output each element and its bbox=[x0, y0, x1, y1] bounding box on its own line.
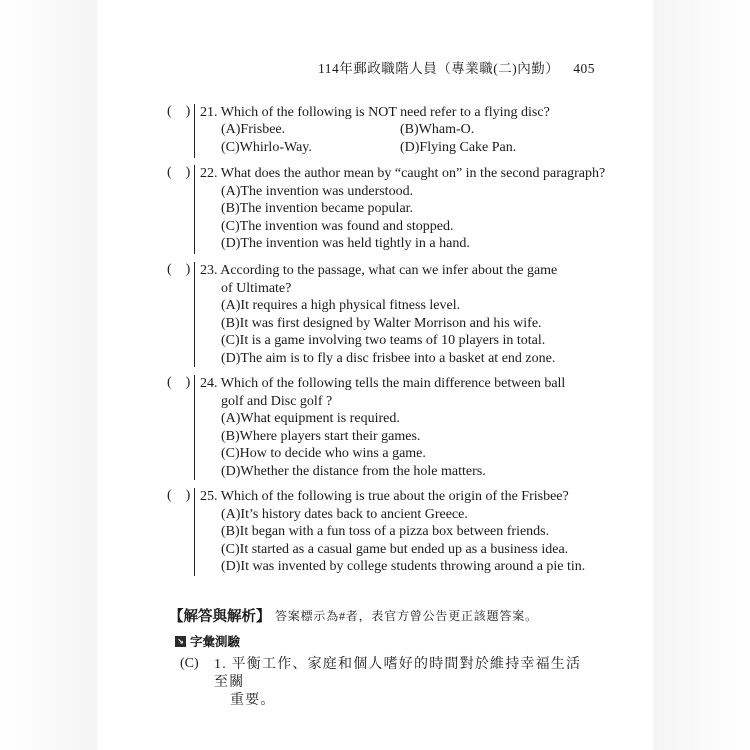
page-shadow-right bbox=[653, 0, 750, 750]
option-a: (A)It requires a high physical fitness level. bbox=[221, 298, 461, 313]
option-a: (A)What equipment is required. bbox=[221, 411, 400, 426]
question-stem bbox=[200, 375, 590, 410]
question-text-continued: golf and Disc golf ? bbox=[221, 393, 333, 409]
option-c: (C)How to decide who wins a game. bbox=[221, 446, 426, 461]
option-d: (D)The invention was held tightly in a hand. bbox=[221, 236, 470, 251]
option-c: (C)It started as a casual game but ended up as a business idea. bbox=[221, 541, 569, 557]
option-a: (A)It’s history dates back to ancient Greece. bbox=[221, 506, 468, 522]
question-stem bbox=[200, 488, 590, 506]
question-divider bbox=[194, 488, 195, 576]
option-d: (D)Whether the distance from the hole matters. bbox=[221, 463, 486, 479]
option-b: (B)Where players start their games. bbox=[221, 428, 421, 444]
header-title: 114年郵政職階人員（專業職(二)內勤） bbox=[318, 61, 560, 76]
option-a: (A)Frisbee. bbox=[221, 122, 286, 137]
question-24 bbox=[97, 375, 653, 480]
option-b: (B)It began with a fun toss of a pizza box between friends. bbox=[221, 524, 550, 539]
question-text: 25. Which of the following is true about the origin of the Frisbee? bbox=[200, 489, 569, 504]
question-divider bbox=[194, 165, 195, 254]
question-divider bbox=[194, 262, 195, 367]
question-23 bbox=[97, 262, 653, 367]
vocab-heading bbox=[175, 632, 240, 650]
answer-blank: ( ) bbox=[167, 488, 191, 503]
question-text: 22. What does the author mean by “caught on” in the second paragraph? bbox=[200, 166, 606, 181]
option-b: (B)Wham-O. bbox=[400, 122, 475, 137]
question-22 bbox=[97, 165, 653, 254]
answer-explanation bbox=[214, 656, 594, 710]
question-text: 23. According to the passage, what can we infer about the game bbox=[200, 263, 558, 278]
question-divider bbox=[194, 375, 195, 480]
answer-explanation-line2: 重要。 bbox=[230, 693, 276, 708]
answer-blank: ( ) bbox=[167, 262, 191, 277]
answer-blank: ( ) bbox=[167, 165, 191, 180]
option-c: (C)The invention was found and stopped. bbox=[221, 218, 454, 234]
page-shadow-left bbox=[0, 0, 97, 750]
question-21 bbox=[97, 104, 653, 158]
option-d: (D)The aim is to fly a disc frisbee into a basket at end zone. bbox=[221, 350, 556, 366]
option-a: (A)The invention was understood. bbox=[221, 183, 414, 199]
answer-letter: (C) bbox=[180, 656, 199, 671]
vocab-label: 字彙測驗 bbox=[190, 634, 241, 649]
option-c: (C)Whirlo-Way. bbox=[221, 139, 312, 155]
running-header bbox=[97, 57, 595, 77]
answer-section-note: 答案標示為#者，表官方曾公告更正該題答案。 bbox=[275, 609, 538, 623]
question-stem bbox=[200, 104, 590, 122]
option-d: (D)It was invented by college students throwing around a pie tin. bbox=[221, 559, 586, 574]
question-text-continued: of Ultimate? bbox=[221, 280, 292, 296]
question-divider bbox=[194, 104, 195, 158]
option-b: (B)It was first designed by Walter Morrison and his wife. bbox=[221, 315, 542, 331]
answer-blank: ( ) bbox=[167, 104, 191, 119]
option-d: (D)Flying Cake Pan. bbox=[400, 139, 517, 155]
question-25 bbox=[97, 488, 653, 576]
answer-section-title: 【解答與解析】 bbox=[169, 609, 271, 625]
book-page bbox=[97, 0, 653, 750]
option-c: (C)It is a game involving two teams of 10 players in total. bbox=[221, 333, 546, 348]
question-text: 24. Which of the following tells the main difference between ball bbox=[200, 376, 566, 391]
question-stem bbox=[200, 262, 590, 297]
question-text: 21. Which of the following is NOT need refer to a flying disc? bbox=[200, 105, 550, 120]
question-stem bbox=[200, 165, 620, 183]
arrow-box-icon: ↘ bbox=[175, 636, 186, 647]
answer-blank: ( ) bbox=[167, 375, 191, 390]
answer-explanation-line1: 1. 平衡工作、家庭和個人嗜好的時間對於維持幸福生活至關 bbox=[214, 657, 582, 690]
option-b: (B)The invention became popular. bbox=[221, 201, 414, 216]
page-number: 405 bbox=[573, 61, 595, 76]
